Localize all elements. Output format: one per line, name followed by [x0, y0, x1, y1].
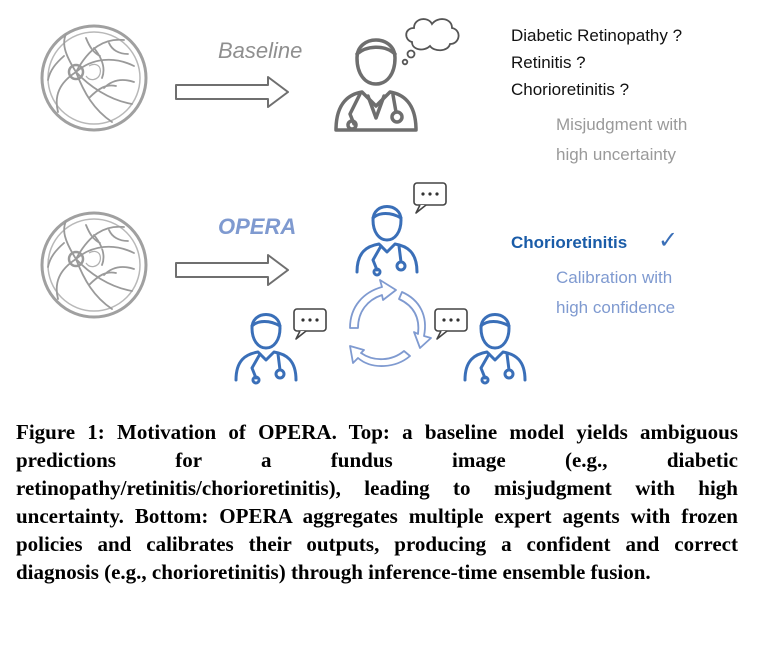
misjudgment-line: Misjudgment with: [556, 115, 688, 134]
fundus-image-top: [42, 26, 146, 130]
calibration-note: [556, 263, 675, 323]
calibration-line: Calibration with: [556, 268, 673, 287]
arrow-bottom: [176, 255, 288, 285]
prediction-item: Diabetic Retinopathy ?: [511, 26, 683, 45]
misjudgment-note: [556, 110, 687, 170]
expert-agent-right: [465, 315, 525, 384]
prediction-item: Retinitis ?: [511, 53, 586, 72]
fundus-image-bottom: [42, 213, 146, 317]
expert-agent-left: [236, 315, 296, 384]
expert-agent-top: [357, 207, 417, 276]
result-label: Chorioretinitis: [511, 233, 628, 252]
arrow-top: [176, 77, 288, 107]
opera-label: OPERA: [218, 214, 297, 239]
speech-bubble-right: [435, 309, 467, 339]
cycle-arrows-icon: [350, 280, 431, 366]
baseline-label: Baseline: [218, 38, 303, 63]
baseline-doctor-icon: [336, 40, 416, 130]
prediction-list: [511, 22, 682, 103]
checkmark-icon: ✓: [658, 227, 679, 254]
figure-caption: Figure 1: Motivation of OPERA. Top: a baseline model yields ambiguous predictions for a fundus image (e.g., diabetic retinopathy/retinitis/chorioretinitis), leading to misjudgment with high uncertainty. Bottom: OPERA aggregates multiple expert agents with frozen policies and calibrates their outputs, producing a confident and correct diagnosis (e.g., chorioretinitis) through inference-time ensemble fusion.: [16, 420, 738, 584]
calibration-line: high confidence: [556, 298, 676, 317]
speech-bubble-left: [294, 309, 326, 339]
misjudgment-line: high uncertainty: [556, 145, 677, 164]
prediction-item: Chorioretinitis ?: [511, 80, 630, 99]
speech-bubble-top: [414, 183, 446, 213]
thought-cloud-icon: [403, 19, 459, 64]
